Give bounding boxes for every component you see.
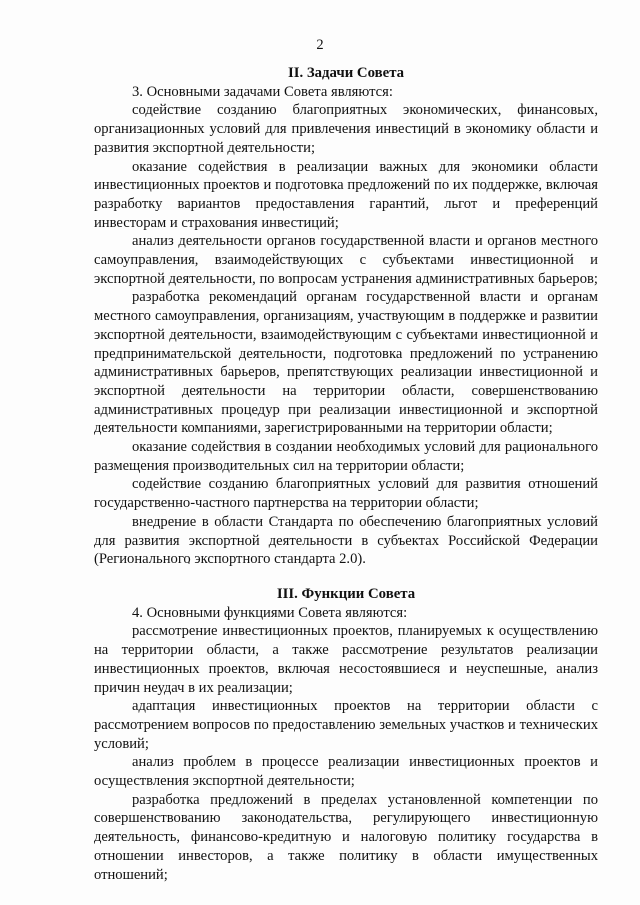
function-project-adaptation: адаптация инвестиционных проектов на территории области с рассмотрением вопросов по предоставлению земельных участков и технических условий; (94, 698, 598, 752)
paragraph-4-intro: 4. Основными функциями Совета являются: (132, 604, 408, 621)
page-number: 2 (316, 37, 324, 53)
task-export-standard: внедрение в области Стандарта по обеспечению благоприятных условий для развития экспортной деятельности в субъектах Российской Федерации (Регионального экспортного стандарта 2.0). (94, 513, 598, 568)
function-legislation-proposals: разработка предложений в пределах установленной компетенции по совершенствованию законодательства, регулирующего инвестиционную деятельность, финансово-кредитную и налоговую политику государства в отношении инвесторов, а также политику в области имущественных отношений; (94, 791, 598, 883)
section-3-title: III. Функции Совета (276, 585, 416, 602)
task-authority-analysis: анализ деятельности органов государственной власти и органов местного самоуправления, взаимодействующих с субъектами инвестиционной и экспортной деятельности, по вопросам устранения административных барьеров; (94, 233, 598, 287)
task-project-support: оказание содействия в реализации важных для экономики области инвестиционных проектов и подготовка предложений по их поддержке, включая разработку вариантов предоставления гарантий, льгот и преференций инвесторам и страхования инвестиций; (94, 158, 598, 231)
task-recommendations: разработка рекомендаций органам государственной власти и органам местного самоуправления, организациям, участвующим в поддержке и развитии экспортной деятельности, взаимодействующим с субъектами инвестиционной и предпринимательской деятельности, подготовка предложений по устранению административных барьеров, препятствующих реализации инвестиционной и экспортной деятельности на территории области, совершенствованию административных процедур при реализации инвестиционной и экспортной деятельности компаниями, зарегистрированными на территории области; (94, 289, 598, 437)
task-productive-forces: оказание содействия в создании необходимых условий для рационального размещения производительных сил на территории области; (94, 439, 598, 474)
paragraph-3-intro: 3. Основными задачами Совета являются: (132, 83, 393, 100)
task-investment-conditions: содействие созданию благоприятных экономических, финансовых, организационных условий для привлечения инвестиций в экономику области и развития экспортной деятельности; (94, 102, 598, 156)
task-public-private-partnership: содействие созданию благоприятных условий для развития отношений государственно-частного партнерства на территории области; (94, 476, 598, 512)
section-2-title: II. Задачи Совета (287, 65, 405, 81)
document-body (94, 64, 598, 884)
function-project-review: рассмотрение инвестиционных проектов, планируемых к осуществлению на территории области, а также рассмотрение результатов реализации инвестиционных проектов, включая несостоявшиеся и неуспешные, анализ причин неудач в их реализации; (94, 623, 598, 696)
function-problem-analysis: анализ проблем в процессе реализации инвестиционных проектов и осуществления экспортной деятельности; (94, 754, 598, 790)
